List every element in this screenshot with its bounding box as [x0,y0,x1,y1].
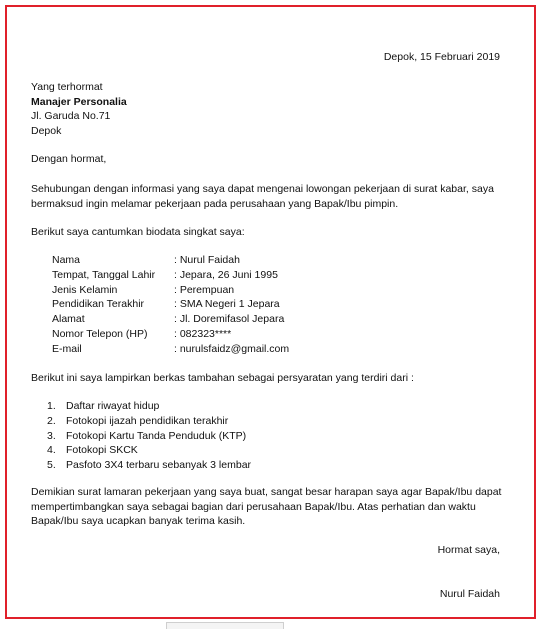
biodata-row [52,268,289,283]
biodata-row [52,283,289,298]
list-number: 4. [47,444,56,457]
intro-paragraph [31,182,511,211]
list-number: 3. [47,429,56,442]
list-number: 2. [47,414,56,427]
recipient-greeting: Yang terhormat [31,81,103,93]
intro-line: bermaksud ingin melamar pekerjaan pada perusahaan yang Bapak/Ibu pimpin. [31,197,399,210]
biodata-row [52,297,289,312]
biodata-table [52,253,289,357]
list-text: Daftar riwayat hidup [66,400,160,412]
attachments-intro: Berikut ini saya lampirkan berkas tambahan sebagai persyaratan yang terdiri dari : [31,372,414,384]
list-item [47,443,251,458]
closing-line: mempertimbangkan saya sebagai bagian dari perusahaan Bapak/Ibu. Atas perhatian dan waktu [31,500,476,513]
biodata-label: Nama [52,254,81,266]
biodata-intro: Berikut saya cantumkan biodata singkat saya: [31,226,245,238]
biodata-value: : Jepara, 26 Juni 1995 [174,268,278,281]
closing-line: Bapak/Ibu saya ucapkan banyak terima kasih. [31,515,246,527]
list-text: Fotokopi ijazah pendidikan terakhir [66,414,229,427]
recipient-city: Depok [31,124,62,137]
list-text: Fotokopi Kartu Tanda Penduduk (KTP) [66,429,247,442]
biodata-label: Jenis Kelamin [52,283,118,296]
biodata-value: : nurulsfaidz@gmail.com [174,342,290,355]
letter-date: Depok, 15 Februari 2019 [383,51,500,63]
salutation: Dengan hormat, [31,153,107,165]
recipient-title: Manajer Personalia [31,95,127,108]
biodata-label: Alamat [52,313,85,326]
biodata-value: : SMA Negeri 1 Jepara [174,298,280,311]
signer-name: Nurul Faidah [439,588,500,600]
biodata-label: E-mail [52,342,82,355]
biodata-label: Nomor Telepon (HP) [52,327,148,340]
list-text: Pasfoto 3X4 terbaru sebanyak 3 lembar [66,459,252,472]
list-text: Fotokopi SKCK [66,444,138,457]
closing-paragraph [31,485,511,529]
biodata-label: Tempat, Tanggal Lahir [52,268,156,281]
list-number: 1. [47,400,56,412]
biodata-row [52,327,289,342]
closing-line: Demikian surat lamaran pekerjaan yang saya buat, sangat besar harapan saya agar Bapak/Ibu dapat [31,486,502,498]
biodata-value: : Perempuan [174,283,235,296]
list-item [47,458,251,473]
biodata-label: Pendidikan Terakhir [52,298,145,311]
attachments-list [47,399,251,473]
list-item [47,414,251,429]
intro-line: Sehubungan dengan informasi yang saya dapat mengenai lowongan pekerjaan di surat kabar, saya [31,183,494,195]
biodata-value: : Nurul Faidah [174,254,240,266]
recipient-address [31,80,127,138]
biodata-row [52,312,289,327]
biodata-row [52,253,289,268]
biodata-value: : 082323**** [174,327,232,340]
list-item [47,399,251,414]
recipient-street: Jl. Garuda No.71 [31,110,111,122]
biodata-value: : Jl. Doremifasol Jepara [174,313,285,326]
list-number: 5. [47,459,56,472]
sign-off: Hormat saya, [437,544,500,556]
biodata-row [52,342,289,357]
list-item [47,429,251,444]
